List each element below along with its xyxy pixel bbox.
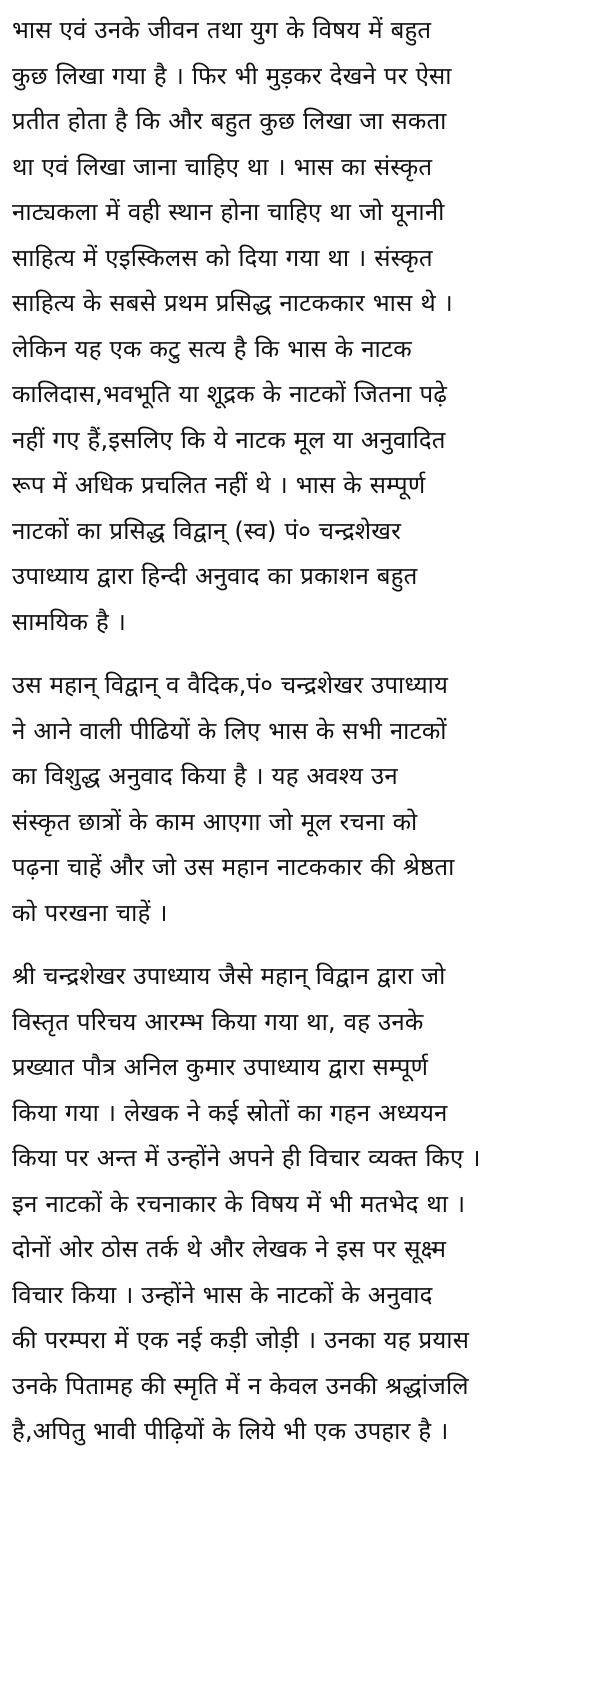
text-line: किया गया । लेखक ने कई स्रोतों का गहन अध्ययन — [12, 1098, 448, 1127]
text-line: दोनों ओर ठोस तर्क थे और लेखक ने इस पर सूक्ष्म — [12, 1235, 447, 1263]
text-line: था एवं लिखा जाना चाहिए था । भास का संस्कृत — [12, 152, 433, 181]
text-line: श्री चन्द्रशेखर उपाध्याय जैसे महान् विद्वान द्वारा जो — [12, 962, 446, 990]
text-line: भास एवं उनके जीवन तथा युग के विषय में बहुत — [12, 16, 432, 44]
text-line: संस्कृत छात्रों के काम आएगा जो मूल रचना को — [12, 807, 418, 836]
text-line: विस्तृत परिचय आरम्भ किया गया था, वह उनके — [12, 1007, 424, 1036]
text-line: कुछ लिखा गया है । फिर भी मुड़कर देखने पर ऐसा — [12, 61, 452, 90]
text-line: उपाध्याय द्वारा हिन्दी अनुवाद का प्रकाशन बहुत — [12, 562, 418, 590]
text-line: नहीं गए हैं,इसलिए कि ये नाटक मूल या अनुवादित — [12, 425, 446, 454]
text-line: इन नाटकों के रचनाकार के विषय में भी मतभेद था । — [12, 1189, 466, 1218]
text-line: उस महान् विद्वान् व वैदिक,पं० चन्द्रशेखर उपाध्याय — [12, 671, 449, 699]
paragraph-2 — [12, 663, 588, 936]
text-line: ने आने वाली पीढियों के लिए भास के सभी नाटकों — [12, 716, 447, 745]
text-line: किया पर अन्त में उन्होंने अपने ही विचार व्यक्त किए । — [12, 1144, 481, 1172]
text-line: नाट्यकला में वही स्थान होना चाहिए था जो यूनानी — [12, 198, 445, 226]
text-line: प्रतीत होता है कि और बहुत कुछ लिखा जा सकता — [12, 107, 447, 135]
text-line: साहित्य के सबसे प्रथम प्रसिद्ध नाटककार भास थे । — [12, 289, 453, 317]
text-line: का विशुद्ध अनुवाद किया है । यह अवश्य उन — [12, 762, 398, 790]
text-line: रूप में अधिक प्रचलित नहीं थे । भास के सम्पूर्ण — [12, 471, 426, 499]
text-line: लेकिन यह एक कटु सत्य है कि भास के नाटक — [12, 334, 412, 363]
text-line: सामयिक है । — [12, 607, 127, 636]
text-line: विचार किया । उन्होंने भास के नाटकों के अनुवाद — [12, 1280, 433, 1309]
text-line: की परम्परा में एक नई कड़ी जोड़ी । उनका यह प्रयास — [12, 1326, 470, 1354]
text-line: पढ़ना चाहें और जो उस महान नाटककार की श्रेष्ठता — [12, 853, 455, 881]
text-line: साहित्य में एइस्किलस को दिया गया था । संस्कृत — [12, 243, 433, 272]
text-line: को परखना चाहें । — [12, 898, 168, 927]
text-line: प्रख्यात पौत्र अनिल कुमार उपाध्याय द्वारा सम्पूर्ण — [12, 1053, 429, 1081]
text-line: नाटकों का प्रसिद्ध विद्वान् (स्व) पं० चन्द्रशेखर — [12, 516, 402, 545]
text-line: कालिदास,भवभूति या शूद्रक के नाटकों जितना पढ़े — [12, 380, 448, 408]
text-line: उनके पितामह की स्मृति में न केवल उनकी श्रद्धांजलि — [12, 1371, 469, 1400]
paragraph-3 — [12, 954, 588, 1455]
text-line: है,अपितु भावी पीढ़ियों के लिये भी एक उपहार है । — [12, 1417, 449, 1445]
paragraph-1 — [12, 8, 588, 645]
